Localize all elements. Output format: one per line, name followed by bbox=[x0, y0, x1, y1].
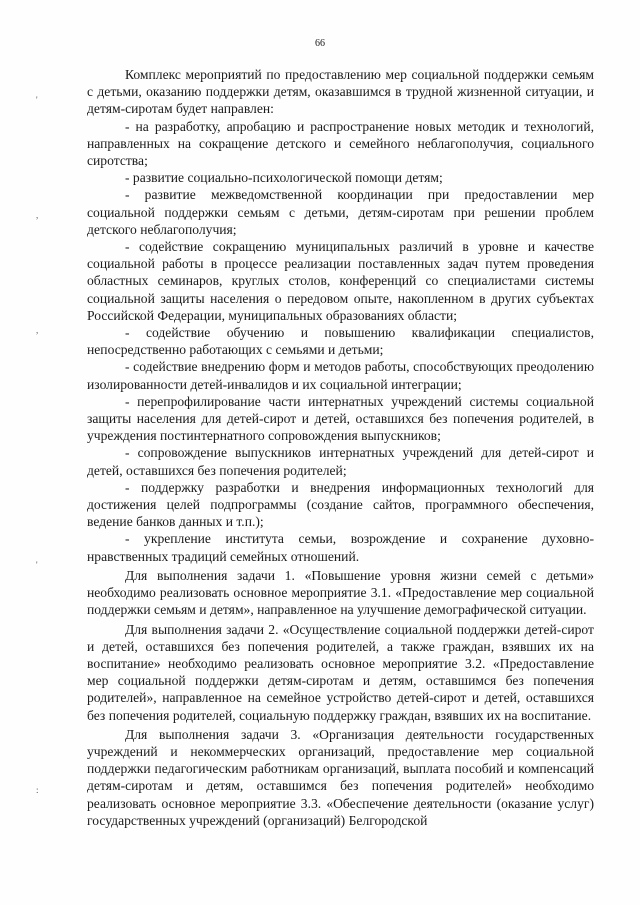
paragraph: Для выполнения задачи 2. «Осуществление социальной поддержки детей-сирот и детей, оставшихся без попечения родителей, а также граждан, взявших их на воспитание» необходимо реализовать основное мероприятие 3.2. «Предоставление мер социальной поддержки детям-сиротам и детям, оставшимся без попечения родителей», направленное на семейное устройство детей-сирот и детей, оставшихся без попечения родителей, социальную поддержку граждан, взявших их на воспитание. bbox=[87, 621, 594, 723]
paragraph: - поддержку разработки и внедрения информационных технологий для достижения целей подпрограммы (создание сайтов, программного обеспечения, ведение банков данных и т.п.); bbox=[87, 479, 594, 530]
paragraph: - развитие социально-психологической помощи детям; bbox=[125, 170, 443, 186]
paragraph: Для выполнения задачи 1. «Повышение уровня жизни семей с детьми» необходимо реализовать основное мероприятие 3.1. «Предоставление мер социальной поддержки семьям и детям», направленное на улучшение демографической ситуации. bbox=[87, 567, 594, 618]
paragraph: - содействие обучению и повышению квалификации специалистов, непосредственно работающих с семьями и детьми; bbox=[87, 325, 594, 358]
paragraph: Для выполнения задачи 3. «Организация деятельности государственных учреждений и некоммерческих организаций, предоставление мер социальной поддержки педагогическим работникам организаций, выплата пособий и компенсаций детям-сиротам и детям, оставшимся без попечения родителей» необходимо реализовать основное мероприятие 3.3. «Обеспечение деятельности (оказание услуг) государственных учреждений (организаций) Белгородской bbox=[87, 726, 594, 828]
body-text bbox=[87, 66, 594, 829]
scan-mark: , bbox=[36, 325, 39, 335]
paragraph: - укрепление института семьи, возрождение и сохранение духовно-нравственных традиций семейных отношений. bbox=[87, 531, 594, 564]
paragraph: Комплекс мероприятий по предоставлению мер социальной поддержки семьям с детьми, оказанию поддержки детям, оказавшимся в трудной жизненной ситуации, и детям-сиротам будет направлен: bbox=[87, 67, 594, 117]
paragraph: - содействие сокращению муниципальных различий в уровне и качестве социальной работы в процессе реализации поставленных задач путем проведения областных семинаров, круглых столов, конференций со специалистами системы социальной защиты населения о передовом опыте, накопленном в других субъектах Российской Федерации, муниципальных образованиях области; bbox=[87, 239, 594, 323]
paragraph: - перепрофилирование части интернатных учреждений системы социальной защиты населения для детей-сирот и детей, оставшихся без попечения родителей, в учреждения постинтернатного сопровождения выпускников; bbox=[87, 393, 594, 444]
scan-mark: ' bbox=[36, 95, 38, 105]
paragraph: - сопровождение выпускников интернатных учреждений для детей-сирот и детей, оставшихся без попечения родителей; bbox=[87, 445, 594, 478]
paragraph: - содействие внедрению форм и методов работы, способствующих преодолению изолированности детей-инвалидов и их социальной интеграции; bbox=[87, 359, 594, 392]
paragraph: - на разработку, апробацию и распространение новых методик и технологий, направленных на сокращение детского и семейного неблагополучия, социального сиротства; bbox=[87, 118, 594, 169]
scan-mark: : bbox=[36, 785, 39, 795]
page-number: 66 bbox=[315, 38, 325, 49]
scan-mark: , bbox=[36, 210, 39, 220]
scan-mark: ' bbox=[36, 560, 38, 570]
paragraph: - развитие межведомственной координации при предоставлении мер социальной поддержки семьям с детьми, детям-сиротам при решении проблем детского неблагополучия; bbox=[87, 187, 594, 237]
